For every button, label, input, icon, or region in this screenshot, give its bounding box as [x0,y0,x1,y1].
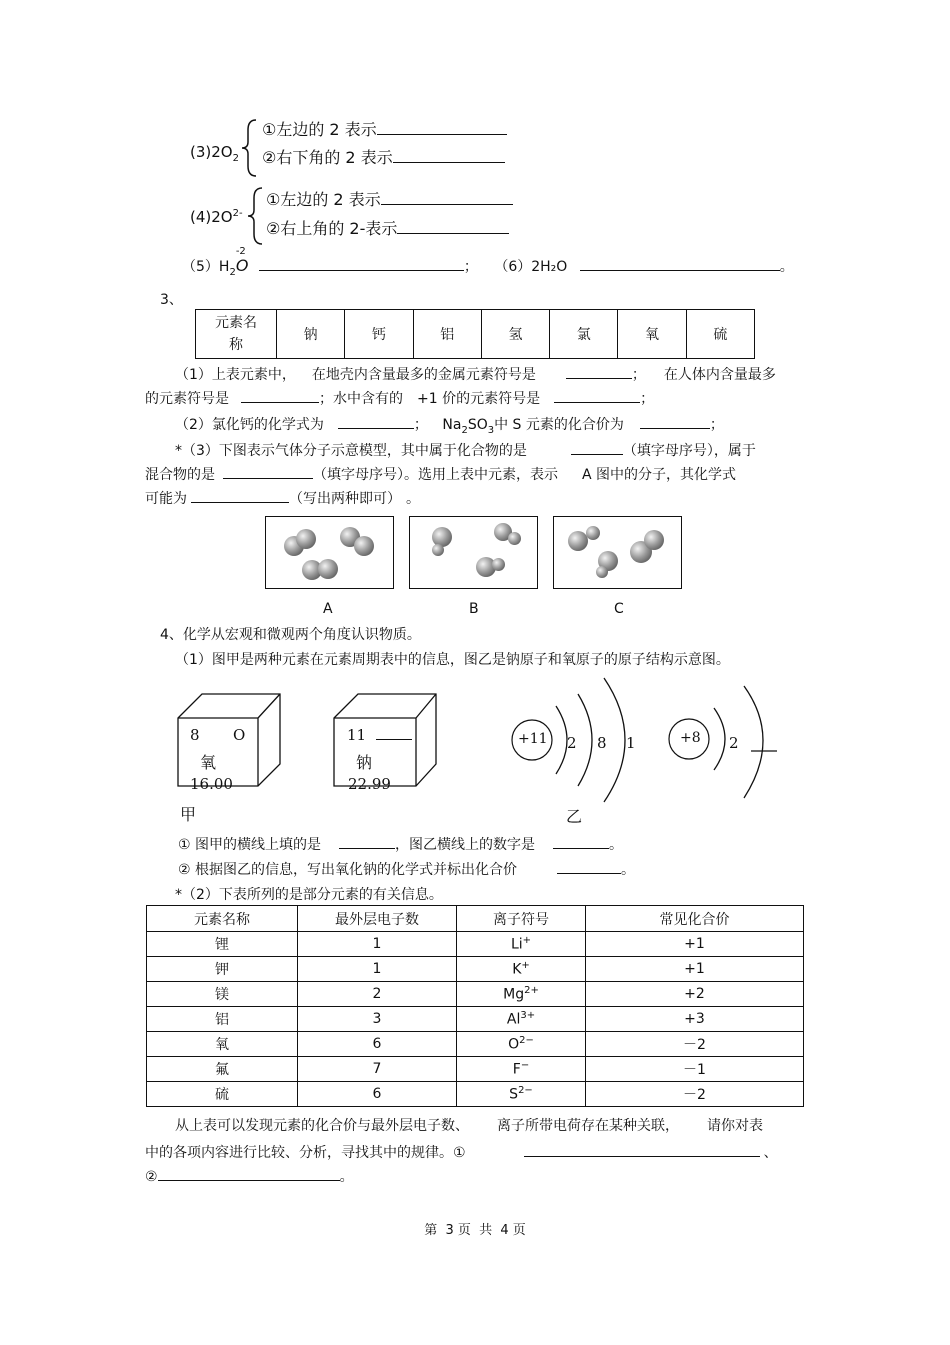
na-shell-3: 1 [626,734,636,752]
q4-s1a: ① 图甲的横线上填的是 [178,837,322,853]
item4-brace [246,186,266,246]
q3-element-cell: 钠 [277,310,345,359]
table-header-valence: 常见化合价 [586,906,804,932]
row-electrons: 6 [298,1032,457,1057]
item4-formula [190,208,243,226]
ion-charge: + [521,960,530,972]
row-ion [457,1057,586,1082]
item5-label: （5） [182,259,219,275]
q3-element-cell: 铝 [413,310,481,359]
row-ion [457,982,586,1007]
table-row [147,1032,804,1057]
q4-s2b: 。 [621,862,635,878]
q3-header-line2: 称 [229,337,243,353]
row-name: 氟 [147,1057,298,1082]
q3-p1-l2a: 的元素符号是 [145,391,229,407]
ion-symbol: S [509,1086,519,1103]
q4-s1c: 。 [609,837,624,853]
row-name: 氧 [147,1032,298,1057]
q3-p3-blank2[interactable] [223,464,313,479]
item3-b-blank[interactable] [393,148,505,163]
item5-atom [235,246,249,276]
q3-p3-l3b: （写出两种即可） [289,491,394,507]
q3-p2-c-sub1: 2 [461,424,468,436]
na-shell-2: 8 [597,734,607,752]
item6-label: （6） [494,259,532,275]
q3-p2-line [175,414,724,441]
q3-p1-l2d: ； [640,391,655,407]
item5-formula: H [218,259,230,275]
q3-p1-blank2[interactable] [241,388,319,403]
ion-charge: + [522,935,532,947]
item3-a-blank[interactable] [377,120,507,135]
item5-blank[interactable] [259,256,464,271]
q3-table-header [196,310,277,359]
q3-p1-line2 [145,388,654,409]
molecule-atom [318,559,338,579]
row-ion [457,957,586,982]
item5-end: ； [463,259,478,275]
molecule-atom [568,531,588,551]
item4-formula-sup: 2- [232,208,243,219]
item6-blank[interactable] [580,256,780,271]
q3-p2-c2: SO [467,417,488,433]
molecule-box-a [265,516,394,589]
item4-a-blank[interactable] [381,190,513,205]
na-shell-1: 2 [567,734,577,752]
item3-brace [240,118,260,178]
cell2-name: 钠 [356,753,373,772]
figure-label-a: A [323,601,333,617]
q3-p1-l2c: +1 价的元素符号是 [417,391,541,407]
row-name: 钾 [147,957,298,982]
row-valence: －1 [586,1057,804,1082]
q3-p3-l2c: A 图中的分子，其化学式 [582,467,737,483]
q3-p2-a: （2）氯化钙的化学式为 [175,417,324,433]
q4-c1c: 请你对表 [707,1118,763,1134]
q4-title: 4、化学从宏观和微观两个角度认识物质。 [160,627,421,643]
row-ion [457,1007,586,1032]
table-row [147,1007,804,1032]
q4-p1: （1）图甲是两种元素在元素周期表中的信息，图乙是钠原子和氧原子的原子结构示意图。 [175,652,730,668]
row-name: 镁 [147,982,298,1007]
q4-s2-blank[interactable] [557,859,621,874]
row-electrons: 2 [298,982,457,1007]
q3-p2-c: Na [442,417,462,433]
q3-p3-l2a: 混合物的是 [145,467,215,483]
row-valence: －2 [586,1082,804,1107]
molecule-atom [432,544,444,556]
item5-sub: 2 [229,266,236,278]
q3-p2-c-sub2: 3 [487,424,495,436]
table-row [147,982,804,1007]
row-valence: +1 [586,932,804,957]
q3-p3-blank3[interactable] [191,488,289,503]
q3-p1-l1d: 在人体内含量最多 [663,367,776,383]
item4-b-blank[interactable] [397,219,509,234]
q4-c3a: ② [145,1169,158,1185]
q3-header-line1: 元素名 [215,315,257,331]
item5-6-line [182,246,794,283]
q3-p2-d: 中 S 元素的化合价为 [494,417,624,433]
row-name: 硫 [147,1082,298,1107]
table-header-electrons: 最外层电子数 [298,906,457,932]
cell2-number-row [347,726,412,744]
row-name: 锂 [147,932,298,957]
q3-element-cell: 硫 [686,310,754,359]
q3-p1-line1 [175,364,776,385]
item3-line-a [262,120,507,140]
cell2-mass: 22.99 [348,775,391,793]
q4-s1b: ，图乙横线上的数字是 [395,837,536,853]
q3-p1-l1b: 在地壳内含量最多的金属元素符号是 [311,367,536,383]
label-yi: 乙 [566,807,583,826]
cell1-number: 8 [190,726,200,744]
q4-c2b: 、 [763,1145,778,1161]
ion-symbol: F [512,1061,521,1078]
q3-p3-l1a: *（3）下图表示气体分子示意模型，其中属于化合物的是 [175,443,527,459]
table-row [147,1057,804,1082]
figure-label-c: C [614,601,624,617]
item3-b-text: ②右下角的 2 表示 [262,148,393,167]
q3-p2-blank2[interactable] [640,414,710,429]
q4-c1a: 从上表可以发现元素的化合价与最外层电子数、 [175,1118,469,1134]
row-ion [457,1082,586,1107]
q4-c3-blank[interactable] [158,1166,340,1181]
row-valence: +2 [586,982,804,1007]
ion-symbol: K [512,961,522,978]
molecule-atom [354,536,374,556]
cell1-name: 氧 [200,753,217,772]
q3-element-cell: 氧 [618,310,686,359]
ion-charge: − [520,1060,530,1072]
q4-s1-blank1[interactable] [339,834,395,849]
cell2-symbol-blank[interactable] [376,727,412,740]
ion-charge: 2− [518,1085,533,1097]
q4-conclusion-line3 [145,1166,354,1187]
figure-label-b: B [469,601,479,617]
q4-p2: *（2）下表所列的是部分元素的有关信息。 [175,887,443,903]
item3-line-b [262,148,505,168]
molecule-box-c [553,516,682,589]
item3-formula-sub: 2 [232,153,239,164]
item5-charge: -2 [235,246,246,257]
item4-line-a [266,190,513,210]
row-ion [457,1032,586,1057]
q4-conclusion-line2 [145,1142,778,1163]
q3-element-cell: 钙 [345,310,413,359]
q3-p1-l1c: ； [631,367,646,383]
molecule-atom [586,526,600,540]
q3-p1-blank3[interactable] [554,388,640,403]
o-nucleus: +8 [680,730,701,746]
cell1-mass: 16.00 [190,775,233,793]
molecule-atom [596,566,608,578]
item4-formula-text: (4)2O [190,208,233,226]
row-valence: －2 [586,1032,804,1057]
table-row [147,932,804,957]
q3-p3-l2b: （填字母序号）。选用上表中元素，表示 [313,467,558,483]
molecule-atom [492,558,505,571]
atom-structure-diagram [500,672,790,822]
table-row [147,957,804,982]
q4-s1-blank2[interactable] [553,834,609,849]
molecule-atom [508,532,521,545]
molecule-atom [644,530,664,550]
molecule-atom [296,529,316,549]
item4-b-text: ②右上角的 2-表示 [266,219,398,238]
table-row [147,1082,804,1107]
q4-c3b: 。 [339,1169,354,1185]
item5-atom-text: O [235,256,249,275]
page-footer-text: 第 3 页 共 4 页 [424,1223,526,1238]
item6-end: 。 [779,259,794,275]
q3-p2-b: ； [413,417,428,433]
row-electrons: 3 [298,1007,457,1032]
ion-symbol: O [508,1036,520,1053]
row-valence: +1 [586,957,804,982]
row-name: 铝 [147,1007,298,1032]
row-electrons: 7 [298,1057,457,1082]
q3-p3-l3c: 。 [406,491,420,507]
item4-a-text: ①左边的 2 表示 [266,190,381,209]
q3-p2-e: ； [709,417,724,433]
o-shell-1: 2 [729,734,739,752]
q3-element-cell: 氢 [481,310,549,359]
label-jia: 甲 [180,805,197,824]
q4-c2a: 中的各项内容进行比较、分析，寻找其中的规律。① [145,1145,466,1161]
q3-p3-line2 [145,464,736,485]
q4-s2a: ② 根据图乙的信息，写出氧化钠的化学式并标出化合价 [178,862,517,878]
cell2-number: 11 [347,726,367,744]
table-header-ion: 离子符号 [457,906,586,932]
ion-symbol: Li [510,936,523,953]
row-electrons: 1 [298,957,457,982]
q4-c2-blank[interactable] [524,1142,760,1157]
q3-p3-line1 [175,440,756,461]
q3-p1-blank1[interactable] [566,364,632,379]
item3-a-text: ①左边的 2 表示 [262,120,377,139]
q4-s1-line [178,834,623,855]
cell1-symbol: O [233,726,246,744]
page-footer [0,1219,950,1238]
q3-p3-l3a: 可能为 [145,491,187,507]
item3-formula [190,143,239,164]
item6-formula: 2H₂O [531,259,568,275]
row-valence: +3 [586,1007,804,1032]
q3-p3-blank1[interactable] [571,440,623,455]
na-nucleus: +11 [518,731,548,747]
q4-conclusion-line1 [175,1116,763,1136]
row-ion [457,932,586,957]
ion-symbol: Al [506,1011,521,1028]
q3-p1-l1a: （1）上表元素中， [175,367,296,383]
element-info-table [146,905,804,1107]
q3-element-table [195,309,755,359]
q4-c1b: 离子所带电荷存在某种关联， [497,1118,679,1134]
ion-symbol: Mg [503,986,525,1003]
item4-line-b [266,219,509,239]
item3-formula-text: (3)2O [190,143,233,161]
q3-p2-blank1[interactable] [338,414,414,429]
row-electrons: 6 [298,1082,457,1107]
q3-number: 3、 [160,292,183,308]
q3-p1-l2b: ；水中含有的 [319,391,403,407]
ion-charge: 2− [519,1035,534,1047]
q3-element-cell: 氯 [550,310,618,359]
molecule-box-b [409,516,538,589]
table-header-name: 元素名称 [147,906,298,932]
row-electrons: 1 [298,932,457,957]
ion-charge: 2+ [524,985,539,997]
ion-charge: 3+ [520,1010,536,1022]
q3-p3-line3 [145,488,420,509]
q3-p3-l1b: （填字母序号），属于 [622,443,756,459]
q4-s2-line [178,859,635,880]
